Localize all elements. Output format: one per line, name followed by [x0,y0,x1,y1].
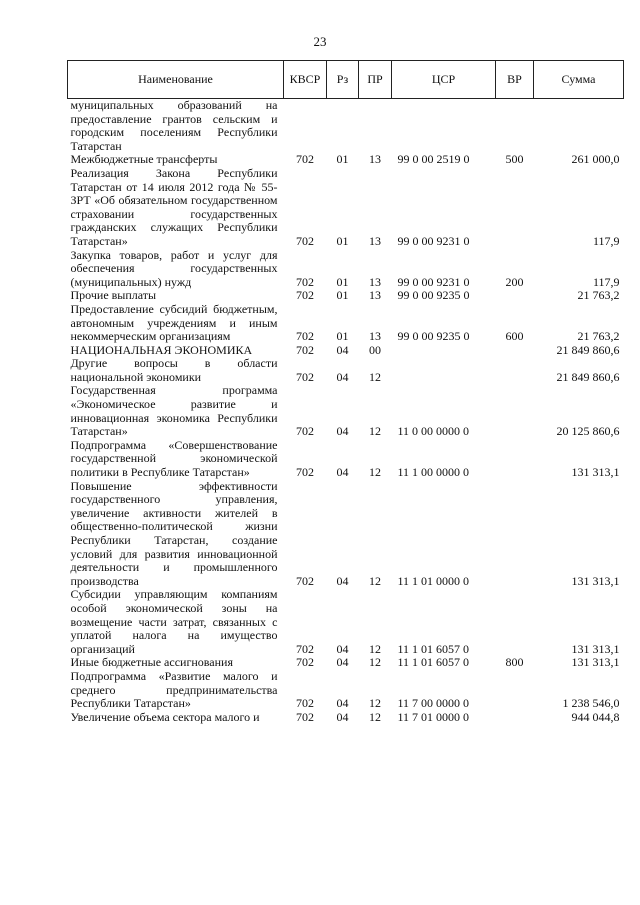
cell-kvsr: 702 [296,342,314,357]
cell-kvsr: 702 [296,152,314,167]
cell-csr: 99 0 00 9235 0 [397,288,470,303]
cell-rz: 04 [336,655,349,670]
cell-name: Увеличение объема сектора малого и [70,709,260,724]
cell-rz: 01 [336,288,349,303]
cell-vr: 600 [505,329,524,344]
cell-csr: 99 0 00 2519 0 [397,152,470,167]
cell-name: Государственная программа «Экономическое развитие и инновационная экономика Республики Татарстан» [70,383,278,439]
cell-pr: 00 [369,342,381,357]
cell-sum: 21 849 860,6 [556,342,620,357]
table-header-row [68,61,624,99]
table-row [68,357,624,384]
header-csr: ЦСР [392,61,496,99]
cell-vr [496,167,534,249]
cell-kvsr: 702 [296,369,314,384]
cell-csr [392,99,496,154]
cell-pr: 12 [369,696,381,711]
cell-kvsr [284,99,327,154]
cell-rz: 01 [336,152,349,167]
table-row [68,588,624,656]
cell-vr [496,99,534,154]
cell-kvsr: 702 [296,696,314,711]
cell-rz: 04 [336,424,349,439]
cell-sum: 117,9 [592,274,620,289]
table-row [68,480,624,589]
cell-rz [327,99,359,154]
table-row [68,656,624,670]
table-body [68,99,624,725]
cell-csr: 11 7 00 0000 0 [397,696,470,711]
cell-vr [496,357,534,384]
header-rz: Рз [327,61,359,99]
cell-vr [496,384,534,438]
cell-kvsr: 702 [296,233,314,248]
cell-csr: 99 0 00 9231 0 [397,233,470,248]
cell-name: Субсидии управляющим компаниям особой экономической зоны на возмещение части затрат, связанных с уплатой налога на имущество организаций [70,587,278,656]
cell-name: Закупка товаров, работ и услуг для обеспечения государственных (муниципальных) нужд [70,247,278,289]
header-sum: Сумма [534,61,624,99]
table-row [68,384,624,438]
cell-kvsr: 702 [296,465,314,480]
cell-name: Прочие выплаты [70,288,157,303]
cell-sum: 131 313,1 [571,573,620,588]
header-vr: ВР [496,61,534,99]
cell-pr: 12 [369,573,381,588]
cell-sum [534,99,624,154]
cell-sum: 1 238 546,0 [562,696,620,711]
cell-sum: 20 125 860,6 [556,424,620,439]
page-number: 23 [313,34,327,49]
cell-pr: 12 [369,369,381,384]
cell-rz: 01 [336,233,349,248]
cell-rz: 04 [336,342,349,357]
cell-csr: 11 0 00 0000 0 [397,424,470,439]
cell-pr: 12 [369,424,381,439]
cell-pr [359,99,392,154]
cell-csr: 11 1 00 0000 0 [397,465,470,480]
cell-vr [496,344,534,358]
table-row [68,249,624,290]
table-row [68,167,624,249]
header-pr: ПР [359,61,392,99]
table-row [68,670,624,711]
cell-pr: 13 [369,233,381,248]
cell-pr: 13 [369,288,381,303]
cell-name: Иные бюджетные ассигнования [70,655,233,670]
cell-rz: 04 [336,709,349,724]
cell-vr [496,670,534,711]
cell-sum: 21 849 860,6 [556,369,620,384]
cell-csr: 11 1 01 6057 0 [397,641,470,656]
cell-sum: 131 313,1 [571,655,620,670]
cell-vr: 200 [505,274,524,289]
cell-pr: 13 [369,274,381,289]
table-row [68,711,624,725]
header-kvsr: КВСР [284,61,327,99]
cell-kvsr: 702 [296,274,314,289]
cell-sum: 944 044,8 [571,709,620,724]
cell-sum: 117,9 [592,233,620,248]
cell-vr [496,439,534,480]
cell-kvsr: 702 [296,424,314,439]
cell-pr: 12 [369,655,381,670]
cell-csr [392,357,496,384]
cell-pr: 12 [369,465,381,480]
cell-name: Предоставление субсидий бюджетным, автономным учреждениям и иным некоммерческим организациям [70,301,278,344]
cell-pr: 13 [369,152,381,167]
cell-name: Подпрограмма «Совершенствование государственной экономической политики в Республике Татарстан» [70,437,278,480]
table-row [68,99,624,154]
cell-csr: 11 7 01 0000 0 [397,709,470,724]
cell-vr: 800 [505,655,524,670]
cell-rz: 04 [336,641,349,656]
cell-name: Межбюджетные трансферты [70,152,218,167]
cell-rz: 01 [336,329,349,344]
cell-name: Другие вопросы в области национальной экономики [70,356,278,384]
table-row [68,439,624,480]
cell-vr [496,588,534,656]
cell-csr: 99 0 00 9235 0 [397,329,470,344]
header-name: Наименование [68,61,284,99]
cell-rz: 04 [336,696,349,711]
cell-rz: 04 [336,465,349,480]
cell-vr: 500 [505,152,524,167]
cell-sum: 131 313,1 [571,465,620,480]
table-row [68,153,624,167]
cell-rz: 04 [336,369,349,384]
cell-csr: 11 1 01 6057 0 [397,655,470,670]
table-row [68,289,624,303]
table-row [68,344,624,358]
cell-kvsr: 702 [296,329,314,344]
cell-sum: 21 763,2 [577,329,620,344]
cell-kvsr: 702 [296,709,314,724]
cell-kvsr: 702 [296,641,314,656]
cell-name: Подпрограмма «Развитие малого и среднего предпринимательства Республики Татарстан» [70,668,278,711]
cell-csr: 99 0 00 9231 0 [397,274,470,289]
cell-sum: 131 313,1 [571,641,620,656]
cell-csr: 11 1 01 0000 0 [397,573,470,588]
budget-table [67,60,624,724]
cell-vr [496,480,534,589]
cell-name: Повышение эффективности государственного управления, увеличение активности жителей в общественно-политической жизни Республики Татарстан, создание условий для развития инновационной деятельности и промышленного производства [70,478,278,588]
cell-kvsr: 702 [296,573,314,588]
cell-rz: 04 [336,573,349,588]
cell-pr: 12 [369,709,381,724]
cell-name: муниципальных образований на предоставление грантов сельским и городским поселениям Республики Татарстан [70,98,278,153]
cell-sum: 261 000,0 [571,152,620,167]
cell-kvsr: 702 [296,288,314,303]
cell-name: НАЦИОНАЛЬНАЯ ЭКОНОМИКА [70,342,253,357]
cell-sum: 21 763,2 [577,288,620,303]
table-row [68,303,624,344]
cell-name: Реализация Закона Республики Татарстан от 14 июля 2012 года № 55-ЗРТ «Об обязательном государственном страховании государственных гражданских служащих Республики Татарстан» [70,165,278,248]
cell-csr [392,344,496,358]
cell-pr: 13 [369,329,381,344]
cell-vr [496,711,534,725]
cell-rz: 01 [336,274,349,289]
cell-vr [496,289,534,303]
cell-pr: 12 [369,641,381,656]
cell-kvsr: 702 [296,655,314,670]
